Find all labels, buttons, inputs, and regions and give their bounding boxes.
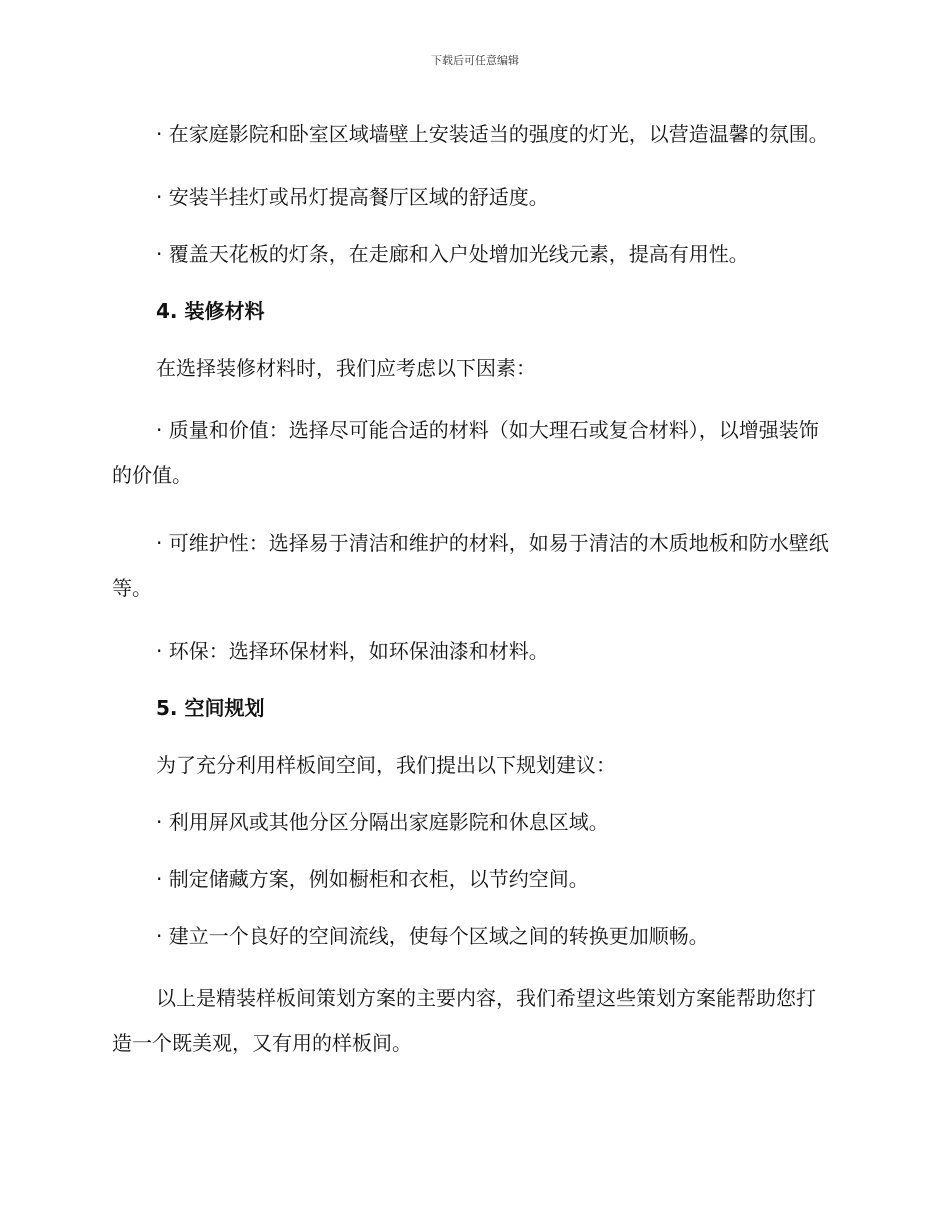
lighting-bullet-3	[112, 237, 832, 271]
document-body	[112, 112, 832, 1089]
materials-bullet-1	[112, 408, 832, 498]
paragraph-text: · 覆盖天花板的灯条，在走廊和入户处增加光线元素，提高有用性。	[156, 242, 749, 266]
page-header-note: 下载后可任意编辑	[431, 54, 519, 67]
paragraph-text: · 制定储藏方案，例如橱柜和衣柜，以节约空间。	[156, 867, 589, 891]
space-bullet-3	[112, 919, 832, 953]
section-materials-heading-block	[112, 294, 832, 328]
materials-bullet-3	[112, 634, 832, 668]
paragraph-text: · 可维护性：选择易于清洁和维护的材料，如易于清洁的木质地板和防水壁纸等。	[112, 531, 829, 600]
space-bullet-1	[112, 805, 832, 839]
paragraph-text: · 建立一个良好的空间流线，使每个区域之间的转换更加顺畅。	[156, 924, 709, 948]
space-intro: 为了充分利用样板间空间，我们提出以下规划建议：	[156, 753, 616, 777]
paragraph-text: · 利用屏风或其他分区分隔出家庭影院和休息区域。	[156, 810, 609, 834]
materials-bullet-2	[112, 521, 832, 611]
space-bullet-2	[112, 862, 832, 896]
materials-intro: 在选择装修材料时，我们应考虑以下因素：	[156, 356, 536, 380]
conclusion-paragraph: 以上是精装样板间策划方案的主要内容，我们希望这些策划方案能帮助您打造一个既美观，又有用的样板间。	[112, 986, 816, 1055]
paragraph-text: · 在家庭影院和卧室区域墙壁上安装适当的强度的灯光，以营造温馨的氛围。	[156, 122, 829, 146]
materials-intro-block	[112, 351, 832, 385]
section-heading-materials: 4. 装修材料	[156, 299, 265, 323]
section-heading-space: 5. 空间规划	[156, 696, 265, 720]
space-intro-block	[112, 748, 832, 782]
conclusion-block	[112, 976, 832, 1066]
paragraph-text: · 安装半挂灯或吊灯提高餐厅区域的舒适度。	[156, 185, 549, 209]
lighting-bullet-2	[112, 180, 832, 214]
section-space-heading-block	[112, 691, 832, 725]
paragraph-text: · 环保：选择环保材料，如环保油漆和材料。	[156, 639, 549, 663]
paragraph-text: · 质量和价值：选择尽可能合适的材料（如大理石或复合材料），以增强装饰的价值。	[112, 418, 819, 487]
lighting-bullet-1	[112, 112, 832, 157]
